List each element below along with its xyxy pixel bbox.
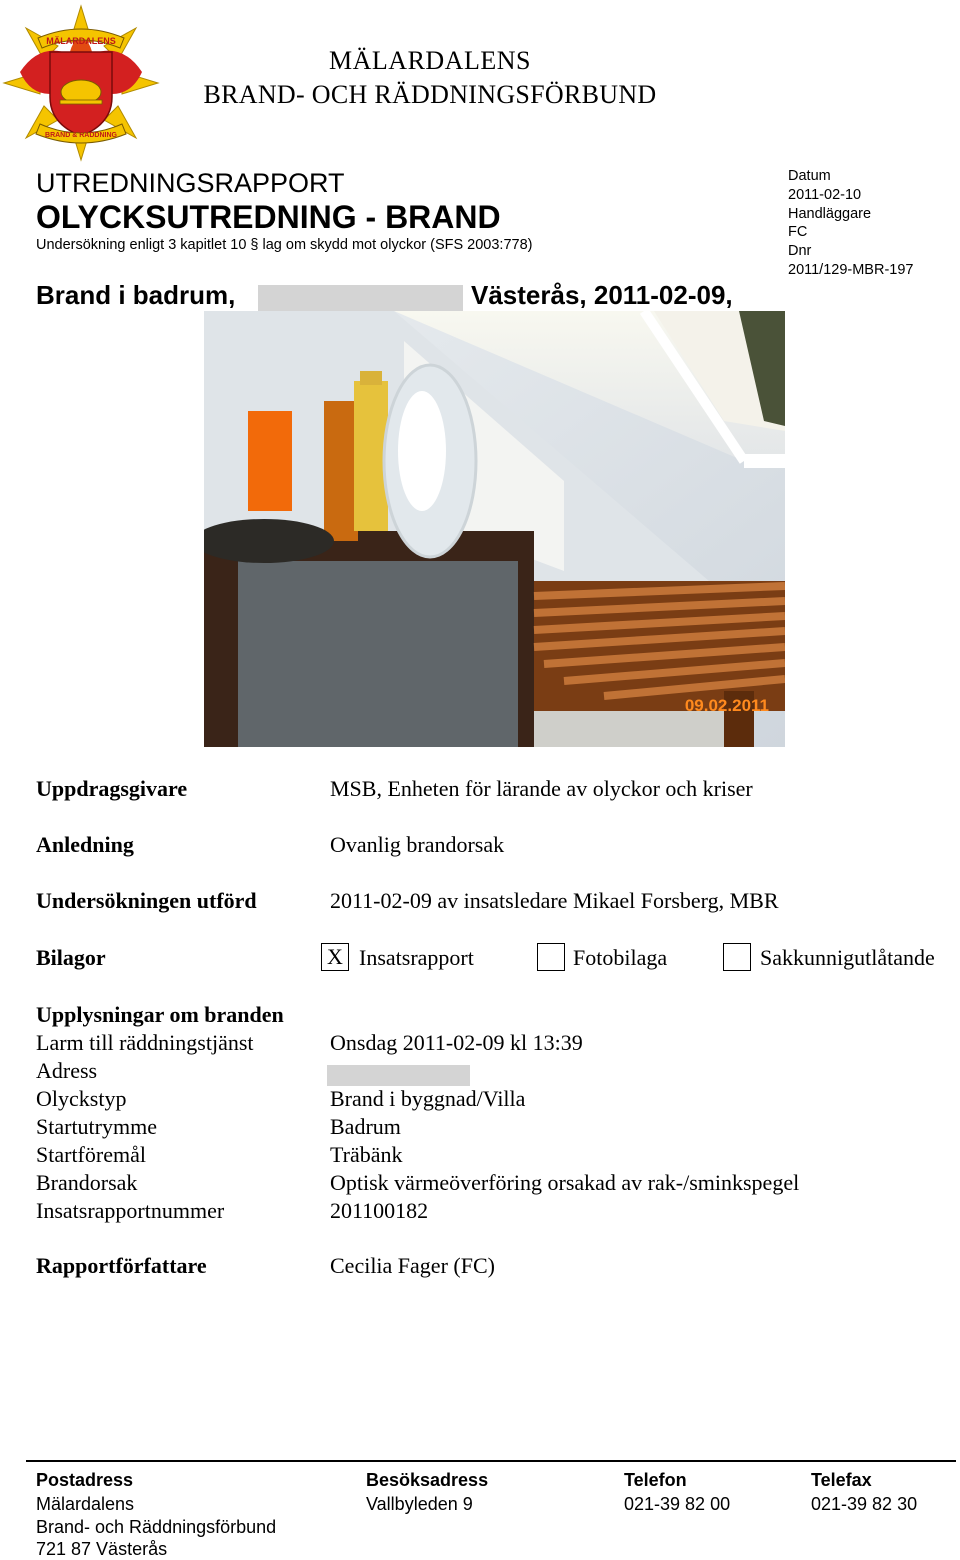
fire-section-title: Upplysningar om branden bbox=[36, 1002, 284, 1027]
footer-post-line1: Mälardalens bbox=[36, 1494, 135, 1514]
fire-row-label: Startutrymme bbox=[36, 1114, 157, 1139]
headline-left: Brand i badrum, bbox=[36, 280, 236, 310]
bilagor-label: Bilagor bbox=[36, 945, 106, 970]
bilaga-fotobilaga-checkbox[interactable] bbox=[537, 943, 565, 971]
utford-value: 2011-02-09 av insatsledare Mikael Forsberg, MBR bbox=[330, 888, 779, 913]
report-type: UTREDNINGSRAPPORT bbox=[36, 168, 345, 198]
footer-phone-label: Telefon bbox=[624, 1470, 687, 1490]
fire-row-label: Startföremål bbox=[36, 1142, 146, 1167]
incident-photo bbox=[204, 311, 785, 747]
org-name-line1: MÄLARDALENS bbox=[329, 46, 531, 75]
dnr-value: 2011/129-MBR-197 bbox=[788, 262, 914, 278]
redacted-address bbox=[258, 285, 463, 313]
fire-row-value: Brand i byggnad/Villa bbox=[330, 1086, 526, 1111]
report-title: OLYCKSUTREDNING - BRAND bbox=[36, 199, 501, 235]
logo-text-bottom: BRAND & RÄDDNING bbox=[45, 132, 117, 139]
datum-value: 2011-02-10 bbox=[788, 187, 862, 203]
fire-row-value: 201100182 bbox=[330, 1198, 429, 1223]
dnr-label: Dnr bbox=[788, 243, 812, 259]
fire-row-label: Larm till räddningstjänst bbox=[36, 1030, 254, 1055]
footer-fax-label: Telefax bbox=[811, 1470, 872, 1490]
fire-row-label: Brandorsak bbox=[36, 1170, 138, 1195]
bilaga-fotobilaga-label: Fotobilaga bbox=[573, 945, 668, 970]
fire-row-value: Optisk värmeöverföring orsakad av rak-/sminkspegel bbox=[330, 1170, 800, 1195]
footer-divider bbox=[26, 1460, 956, 1462]
footer-post-label: Postadress bbox=[36, 1470, 134, 1490]
fire-row-value: Badrum bbox=[330, 1114, 401, 1139]
fire-row-label: Adress bbox=[36, 1058, 98, 1083]
report-subtitle: Undersökning enligt 3 kapitlet 10 § lag om skydd mot olyckor (SFS 2003:778) bbox=[36, 237, 533, 253]
fire-row-value: Träbänk bbox=[330, 1142, 403, 1167]
datum-label: Datum bbox=[788, 168, 831, 184]
mirror-icon bbox=[384, 365, 476, 557]
uppdragsgivare-value: MSB, Enheten för lärande av olyckor och kriser bbox=[330, 776, 753, 801]
handlaggare-value: FC bbox=[788, 224, 808, 240]
redacted-address-value bbox=[327, 1065, 470, 1086]
bilaga-sakkunnig-label: Sakkunnigutlåtande bbox=[760, 945, 935, 970]
author-value: Cecilia Fager (FC) bbox=[330, 1253, 495, 1278]
uppdragsgivare-label: Uppdragsgivare bbox=[36, 776, 188, 801]
logo-text-top: MÄLARDALENS bbox=[46, 36, 116, 46]
footer-post-line2: Brand- och Räddningsförbund bbox=[36, 1517, 277, 1537]
bilaga-insatsrapport-label: Insatsrapport bbox=[359, 945, 474, 970]
fire-row-value: Onsdag 2011-02-09 kl 13:39 bbox=[330, 1030, 583, 1055]
author-label: Rapportförfattare bbox=[36, 1253, 207, 1278]
footer-visit-value: Vallbyleden 9 bbox=[366, 1494, 473, 1514]
bilaga-sakkunnig-checkbox[interactable] bbox=[723, 943, 751, 971]
footer-phone-value: 021-39 82 00 bbox=[624, 1494, 731, 1514]
anledning-value: Ovanlig brandorsak bbox=[330, 832, 505, 857]
headline-right: Västerås, 2011-02-09, bbox=[471, 280, 733, 310]
handlaggare-label: Handläggare bbox=[788, 206, 872, 222]
org-name-line2: BRAND- OCH RÄDDNINGSFÖRBUND bbox=[203, 80, 657, 109]
photo-date-stamp: 09.02.2011 bbox=[684, 696, 769, 715]
footer-fax-value: 021-39 82 30 bbox=[811, 1494, 918, 1514]
footer-visit-label: Besöksadress bbox=[366, 1470, 489, 1490]
bilaga-insatsrapport-checkbox[interactable]: X bbox=[321, 943, 349, 971]
footer-post-line3: 721 87 Västerås bbox=[36, 1539, 168, 1559]
fire-row-label: Olyckstyp bbox=[36, 1086, 127, 1111]
fire-row-label: Insatsrapportnummer bbox=[36, 1198, 225, 1223]
anledning-label: Anledning bbox=[36, 832, 134, 857]
utford-label: Undersökningen utförd bbox=[36, 888, 257, 913]
